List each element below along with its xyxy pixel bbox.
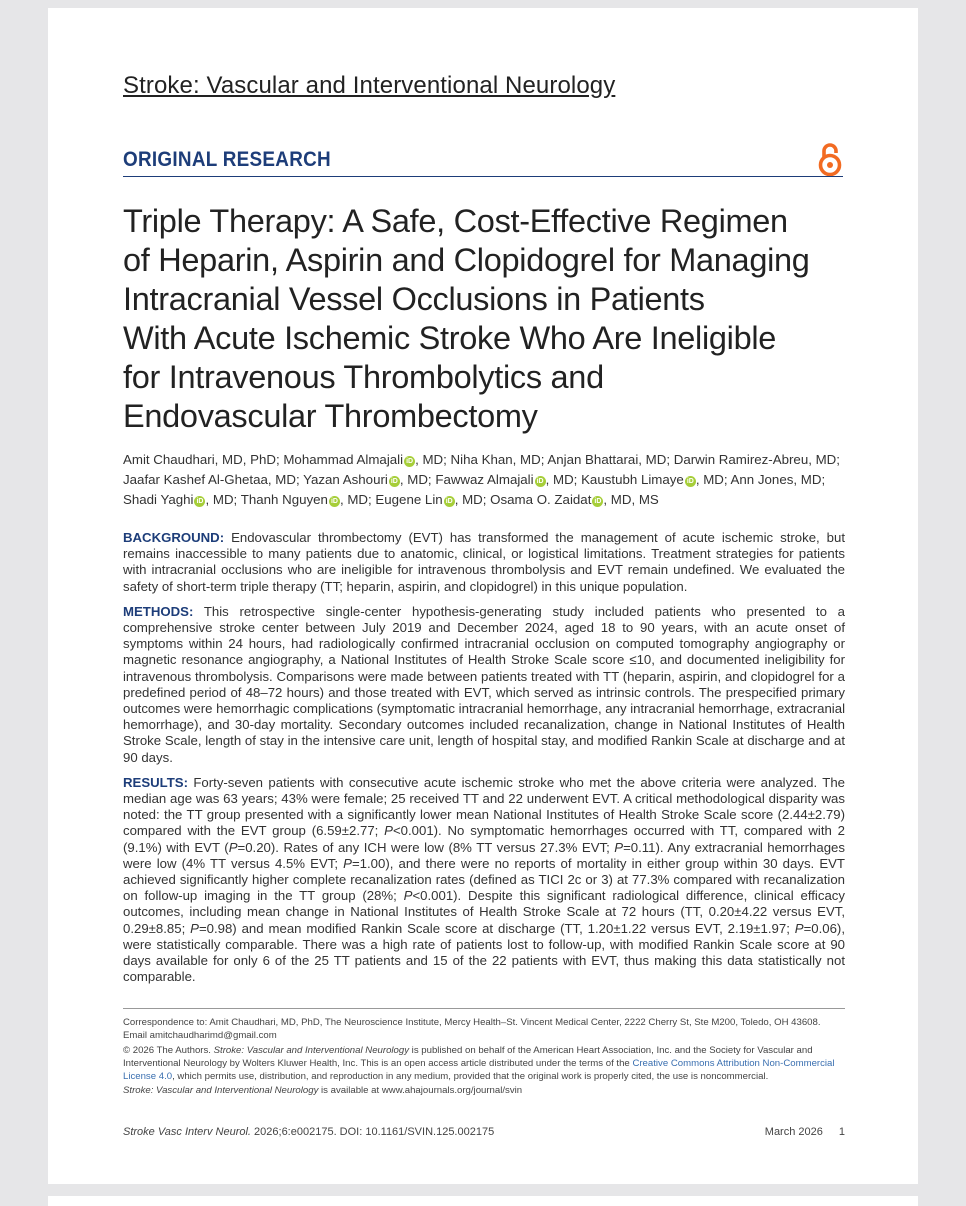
license-link[interactable]: Creative Commons Attribution Non-Commercial License 4.0 — [123, 1057, 835, 1083]
p-value-symbol: P — [384, 823, 393, 839]
availability-text: is available at www.ahajournals.org/journal/svin — [318, 1085, 523, 1097]
next-page-edge — [48, 1196, 918, 1206]
results-heading: RESULTS: — [123, 774, 188, 790]
copyright-text: , which permits use, distribution, and reproduction in any medium, provided that the original work is properly cited, the use is noncommercial. — [172, 1071, 769, 1083]
author-text: , MD, MS — [603, 492, 659, 507]
results-text: =1.00), and there were no reports of mortality in either group within 30 days. EVT achieved significantly higher complete recanalization rates (defined as TICI 2c or 3) at 77.3% compared with recanalization on follow-up imaging in the TT group (28%; — [123, 855, 845, 904]
results-text: =0.20). Rates of any ICH were low (8% TT versus 27.3% EVT; — [237, 839, 615, 855]
author-list — [123, 450, 863, 510]
p-value-symbol: P — [794, 920, 804, 936]
p-value-symbol: P — [343, 855, 352, 871]
background-text: Endovascular thrombectomy (EVT) has transformed the management of acute ischemic stroke, but remains inaccessible to many patients due to anatomic, clinical, or logistical limitations. Treatment strategies for patients with intracranial occlusions who are ineligible for intravenous thrombolysis and EVT remain undefined. We evaluated the safety of short-term triple therapy (TT; heparin, aspirin, and clopidogrel) in this unique population. — [123, 530, 845, 594]
p-value-symbol: P — [403, 888, 413, 904]
results-text: <0.001). Despite this significant radiological difference, clinical efficacy outcomes, including mean change in National Institutes of Health Stroke Scale at 72 hours (TT, 0.20±4.22 versus EVT, 0.29±8.85; — [123, 888, 845, 936]
orcid-icon[interactable]: iD — [390, 478, 398, 485]
article-page — [48, 8, 918, 1184]
footnote-divider — [123, 1008, 845, 1009]
results-text: =0.06), were statistically comparable. There was a high rate of patients lost to follow-up, with modified Rankin Scale score at 90 days available for only 6 of the 25 TT patients and 15 of the 22 patients with EVT, thus making this data statistically not comparable. — [123, 920, 845, 985]
issue-date: March 2026 — [764, 1126, 823, 1138]
author-text: Jaafar Kashef Al-Ghetaa, MD; Yazan Ashouri — [123, 472, 388, 487]
citation-doi: 2026;6:e002175. DOI: 10.1161/SVIN.125.002175 — [250, 1126, 495, 1138]
title-line: With Acute Ischemic Stroke Who Are Ineligible — [123, 320, 777, 356]
open-access-lock-icon — [816, 142, 844, 176]
author-text: , MD; Niha Khan, MD; Anjan Bhattarai, MD; Darwin Ramirez-Abreu, MD; — [415, 452, 840, 467]
abstract-methods — [123, 604, 845, 766]
results-text: =0.98) and mean modified Rankin Scale score at discharge (TT, 1.20±1.22 versus EVT, 2.19±1.97; — [198, 920, 795, 936]
footnotes — [123, 1016, 845, 1099]
orcid-icon[interactable]: iD — [330, 498, 338, 505]
author-text: , MD; Thanh Nguyen — [205, 492, 328, 507]
title-line: Endovascular Thrombectomy — [123, 398, 538, 434]
availability-note — [123, 1084, 845, 1097]
results-text: =0.11). Any extracranial hemorrhages were low (4% TT versus 4.5% EVT; — [123, 839, 845, 871]
author-line — [123, 490, 863, 510]
methods-heading: METHODS: — [123, 603, 194, 619]
author-text: , MD; Eugene Lin — [339, 492, 443, 507]
p-value-symbol: P — [614, 839, 624, 855]
author-text: Mohammad Almajali — [283, 452, 404, 467]
title-line: of Heparin, Aspirin and Clopidogrel for Managing — [123, 242, 810, 278]
article-title — [123, 202, 863, 436]
copyright-text: is published on behalf of the American Heart Association, Inc. and the Society for Vascular and Interventional Neurology by Wolters Kluwer Health, Inc. This is an open access article distributed under the terms of the — [123, 1044, 813, 1069]
section-header — [123, 148, 843, 172]
orcid-icon[interactable]: iD — [196, 498, 204, 505]
copyright-note — [123, 1044, 845, 1084]
section-label: ORIGINAL RESEARCH — [123, 148, 331, 171]
p-value-symbol: P — [228, 839, 238, 855]
correspondence-note: Correspondence to: Amit Chaudhari, MD, PhD, The Neuroscience Institute, Mercy Health–St. Vincent Medical Center, 2222 Cherry St, Ste M200, Toledo, OH 43608. Email amitchaudharimd@gmail.com — [123, 1017, 821, 1042]
results-text: Forty-seven patients with consecutive acute ischemic stroke who met the above criteria were analyzed. The median age was 63 years; 43% were female; 25 received TT and 22 underwent EVT. A critical methodological disparity was noted: the TT group presented with a significantly lower mean National Institutes of Health Stroke Scale score (2.44±2.79) compared with the EVT group (6.59±2.77; — [123, 774, 845, 839]
footer-right — [765, 1126, 845, 1138]
author-text: Amit Chaudhari, MD, PhD; — [123, 452, 284, 467]
journal-italic: Stroke: Vascular and Interventional Neurology — [123, 1085, 319, 1097]
author-text: , MD; Osama O. Zaidat — [454, 492, 592, 507]
title-line: Triple Therapy: A Safe, Cost-Effective Regimen — [123, 203, 788, 239]
title-line: for Intravenous Thrombolytics and — [123, 359, 604, 395]
title-line: Intracranial Vessel Occlusions in Patients — [123, 281, 705, 317]
orcid-icon[interactable]: iD — [686, 478, 694, 485]
p-value-symbol: P — [190, 920, 199, 936]
author-line — [123, 470, 863, 490]
background-heading: BACKGROUND: — [123, 530, 225, 545]
methods-text: This retrospective single-center hypothesis-generating study included patients who presented to a comprehensive stroke center between July 2019 and December 2024, aged 18 to 90 years, with an acute onset of symptoms within 24 hours, had radiologically confirmed intracranial occlusion on computed tomography angiography or magnetic resonance angiography, a National Institutes of Health Stroke Scale score ≤10, and documented ineligibility for intravenous thrombolysis. Comparisons were made between patients treated with TT (heparin, aspirin, and clopidogrel for a predefined period of 48–72 hours) and those treated with EVT, which served as intrinsic controls. The prespecified primary outcomes were hemorrhagic complications (symptomatic intracranial hemorrhage, any intracranial hemorrhage, extracranial hemorrhage), and 30-day mortality. Secondary outcomes included recanalization, change in National Institutes of Health Stroke Scale, length of stay in the intensive care unit, length of hospital stay, and modified Rankin Scale at discharge and at 90 days. — [123, 603, 845, 765]
abstract-results — [123, 775, 845, 986]
author-text: , MD; Fawwaz Almajali — [399, 472, 534, 487]
page-number: 1 — [838, 1126, 845, 1138]
citation — [123, 1126, 494, 1138]
orcid-icon[interactable]: iD — [406, 458, 414, 465]
orcid-icon[interactable]: iD — [445, 498, 453, 505]
author-text: , MD; Kaustubh Limaye — [545, 472, 684, 487]
author-line — [123, 450, 863, 470]
journal-name[interactable]: Stroke: Vascular and Interventional Neurology — [123, 72, 616, 99]
results-text: <0.001). No symptomatic hemorrhages occurred with TT, compared with 2 (9.1%) with EVT ( — [123, 823, 845, 855]
citation-journal: Stroke Vasc Interv Neurol. — [123, 1126, 251, 1138]
copyright-text: © 2026 The Authors. — [123, 1044, 214, 1056]
journal-italic: Stroke: Vascular and Interventional Neurology — [213, 1044, 410, 1056]
orcid-icon[interactable]: iD — [536, 478, 544, 485]
abstract — [123, 530, 845, 994]
orcid-icon[interactable]: iD — [594, 498, 602, 505]
abstract-background — [123, 530, 845, 595]
author-text: Shadi Yaghi — [123, 492, 194, 507]
section-rule — [123, 176, 843, 177]
author-text: , MD; Ann Jones, MD; — [695, 472, 826, 487]
